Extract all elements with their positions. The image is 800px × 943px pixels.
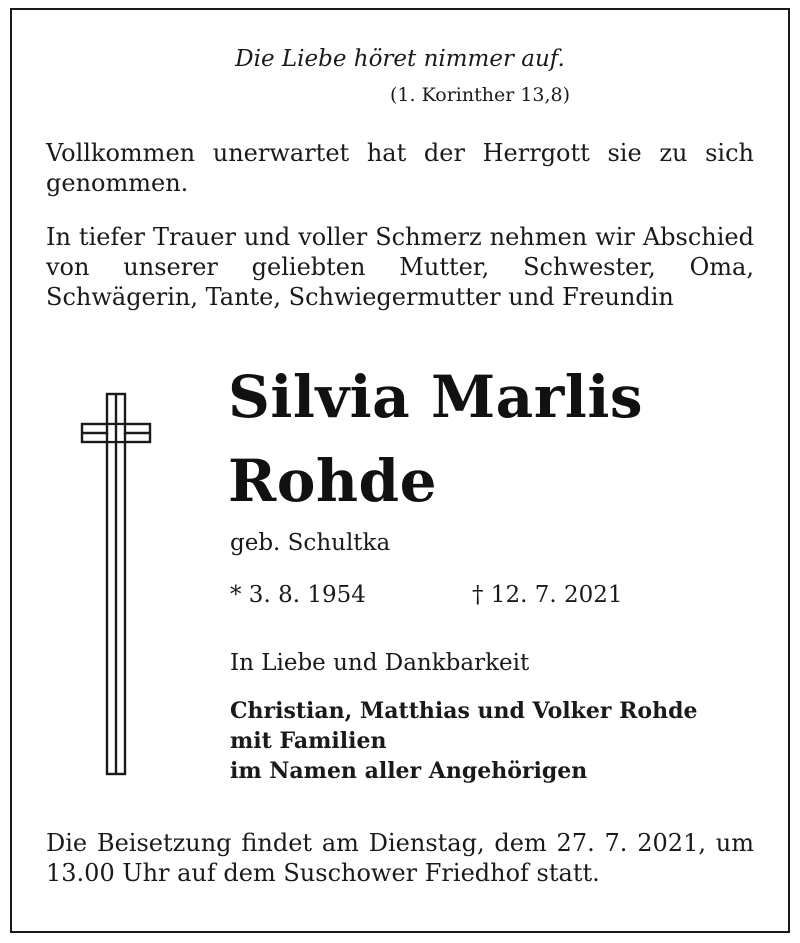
maiden-name: geb. Schultka	[230, 530, 391, 556]
mourners-names: Christian, Matthias und Volker Rohde	[230, 698, 698, 724]
cross-icon	[80, 392, 152, 782]
death-date: † 12. 7. 2021	[472, 582, 623, 608]
deceased-first-names: Silvia Marlis	[228, 363, 644, 431]
mourners-families: mit Familien	[230, 728, 387, 754]
burial-info: Die Beisetzung findet am Dienstag, dem 27. 7. 2021, um 13.00 Uhr auf dem Suschower Friedhof statt.	[46, 829, 754, 887]
mourners-block	[230, 696, 697, 786]
bible-quote: Die Liebe höret nimmer auf.	[235, 46, 565, 72]
bible-reference: (1. Korinther 13,8)	[390, 84, 571, 106]
farewell-sentence: In tiefer Trauer und voller Schmerz nehmen wir Abschied von unserer geliebten Mutter, Schwester, Oma, Schwägerin, Tante, Schwiegermutter und Freundin	[46, 223, 754, 311]
intro-sentence: Vollkommen unerwartet hat der Herrgott sie zu sich genommen.	[46, 139, 754, 197]
closing-phrase: In Liebe und Dankbarkeit	[230, 650, 530, 676]
deceased-surname: Rohde	[228, 447, 438, 515]
mourners-relatives: im Namen aller Angehörigen	[230, 758, 588, 784]
birth-date: * 3. 8. 1954	[230, 582, 366, 608]
